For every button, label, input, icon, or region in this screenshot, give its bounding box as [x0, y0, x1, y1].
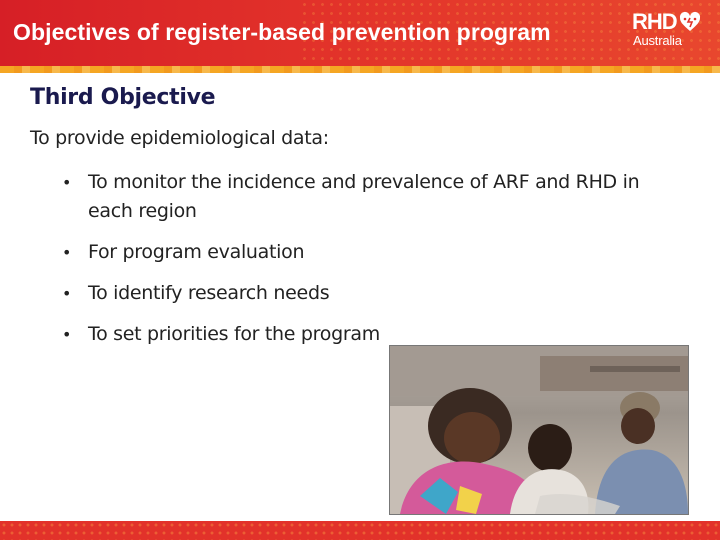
heart-icon — [678, 10, 702, 34]
slide-title: Objectives of register-based prevention program — [13, 19, 551, 45]
bullet-dot-icon: • — [62, 284, 72, 303]
bullet-text: For program evaluation — [88, 241, 305, 263]
section-heading: Third Objective — [30, 85, 216, 110]
bullet-text: To set priorities for the program — [88, 323, 380, 345]
community-photo — [389, 345, 689, 515]
footer-dot-pattern — [0, 521, 720, 540]
logo-text-australia: Australia — [633, 33, 682, 48]
header-stripe — [0, 66, 720, 73]
bullet-dot-icon: • — [62, 243, 72, 262]
bullet-dot-icon: • — [62, 173, 72, 192]
bullet-dot-icon: • — [62, 325, 72, 344]
photo-illustration — [390, 346, 688, 514]
slide-header — [0, 0, 720, 66]
rhd-australia-logo — [628, 9, 708, 53]
bullet-text: To identify research needs — [88, 282, 330, 304]
logo-text-rhd: RHD — [632, 9, 677, 34]
intro-text: To provide epidemiological data: — [30, 127, 329, 149]
bullet-item — [60, 168, 660, 226]
bullet-list — [60, 168, 660, 361]
bullet-item — [60, 279, 660, 308]
bullet-item — [60, 238, 660, 267]
bullet-text: To monitor the incidence and prevalence of ARF and RHD in each region — [88, 171, 640, 222]
slide-footer — [0, 521, 720, 540]
